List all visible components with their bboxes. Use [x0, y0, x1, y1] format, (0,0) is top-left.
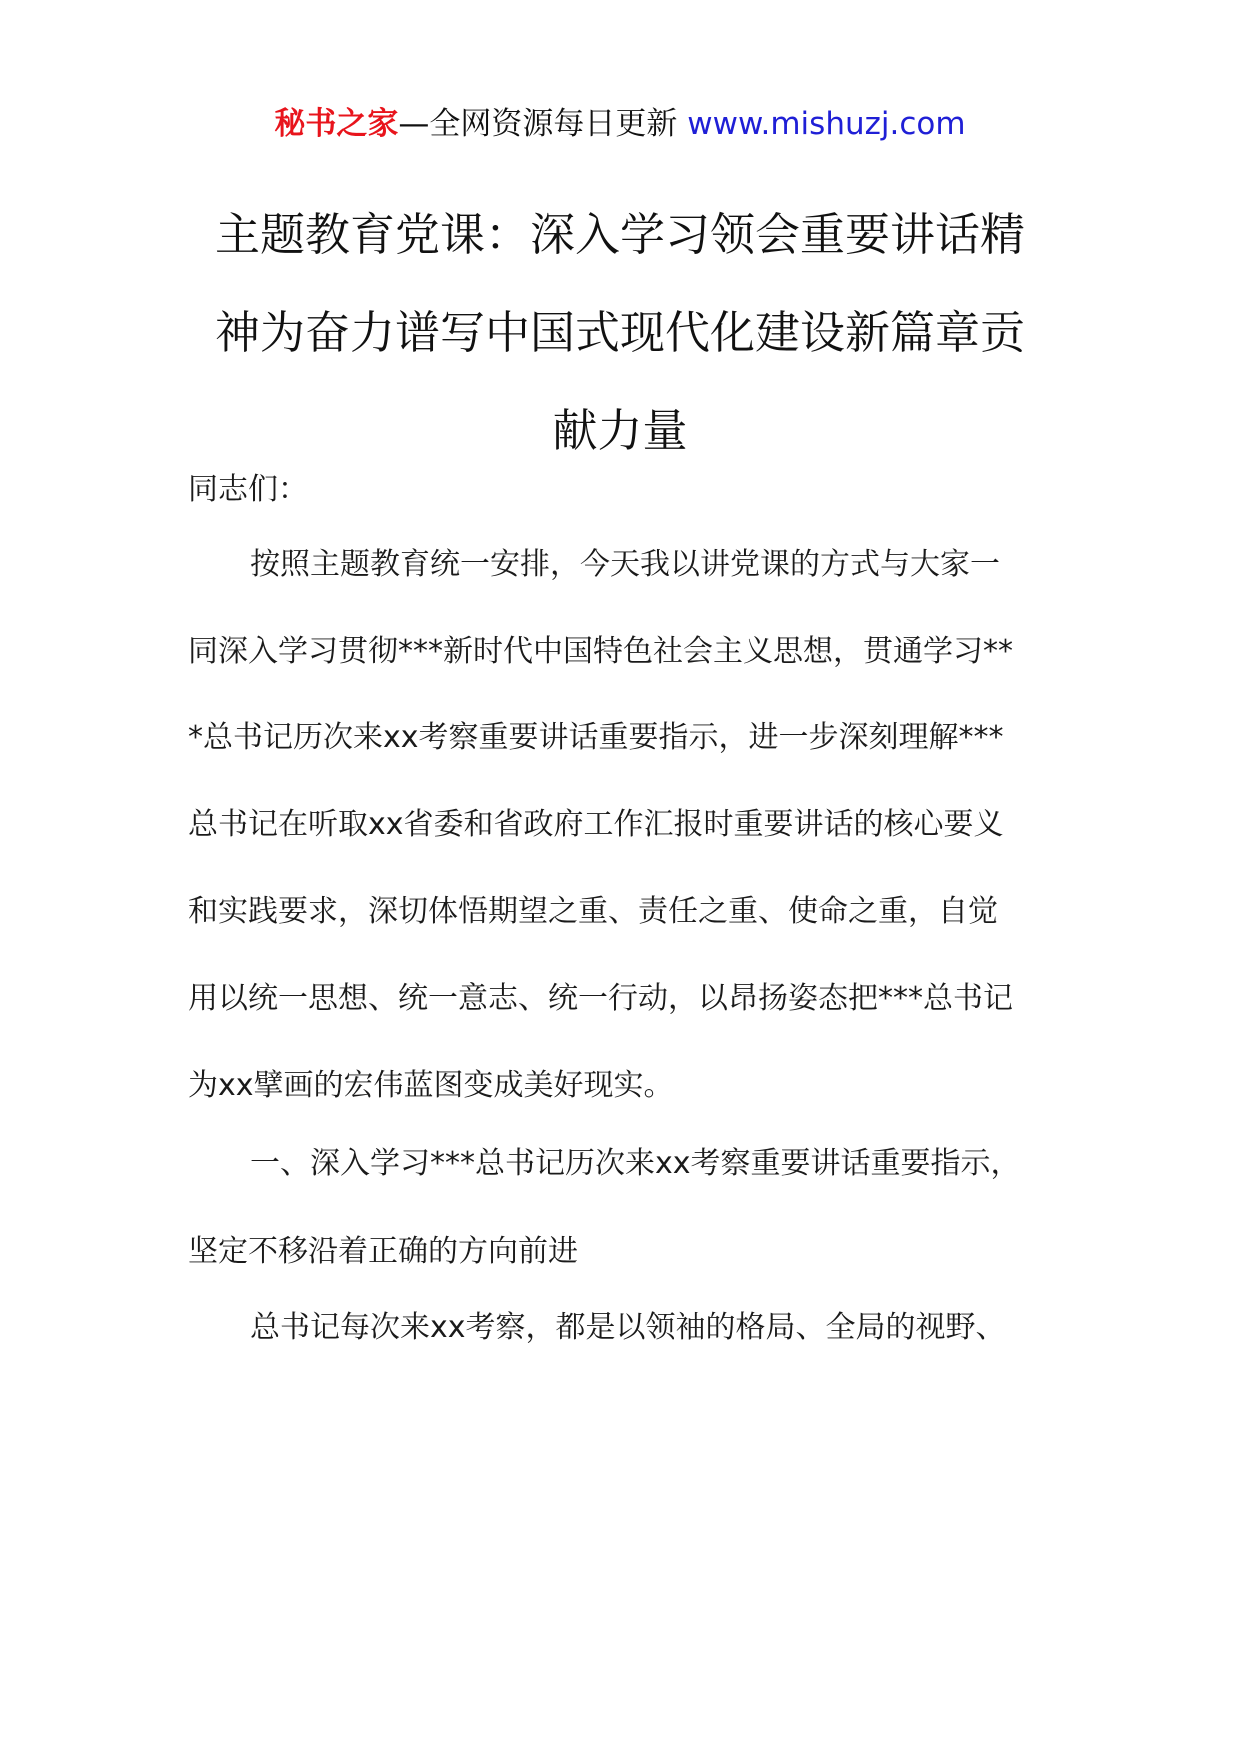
paragraph-line: 按照主题教育统一安排，今天我以讲党课的方式与大家一 — [250, 547, 1000, 582]
paragraph-line: *总书记历次来xx考察重要讲话重要指示，进一步深刻理解*** — [188, 720, 1004, 755]
title-line-1: 主题教育党课：深入学习领会重要讲话精 — [214, 208, 1025, 261]
paragraph-line: 同深入学习贯彻***新时代中国特色社会主义思想，贯通学习** — [188, 634, 1013, 669]
section-heading-line: 坚定不移沿着正确的方向前进 — [188, 1234, 578, 1269]
paragraph-line: 为xx擘画的宏伟蓝图变成美好现实。 — [188, 1068, 674, 1103]
brand-name: 秘书之家 — [274, 106, 399, 142]
site-url-link[interactable]: www.mishuzj.com — [687, 106, 966, 142]
header-tagline: —全网资源每日更新 — [398, 106, 688, 142]
document-title — [180, 186, 1060, 480]
title-line-2: 神为奋力谱写中国式现代化建设新篇章贡 — [214, 306, 1025, 359]
paragraph-line: 和实践要求，深切体悟期望之重、责任之重、使命之重，自觉 — [188, 894, 998, 929]
paragraph-line: 用以统一思想、统一意志、统一行动，以昂扬姿态把***总书记 — [188, 981, 1013, 1016]
paragraph-line: 总书记在听取xx省委和省政府工作汇报时重要讲话的核心要义 — [188, 807, 1004, 842]
site-header — [0, 100, 1240, 148]
title-line-3: 献力量 — [552, 404, 688, 457]
salutation: 同志们： — [188, 472, 308, 507]
section-heading-line: 一、深入学习***总书记历次来xx考察重要讲话重要指示， — [250, 1146, 1021, 1181]
paragraph-line: 总书记每次来xx考察，都是以领袖的格局、全局的视野、 — [250, 1310, 1006, 1345]
